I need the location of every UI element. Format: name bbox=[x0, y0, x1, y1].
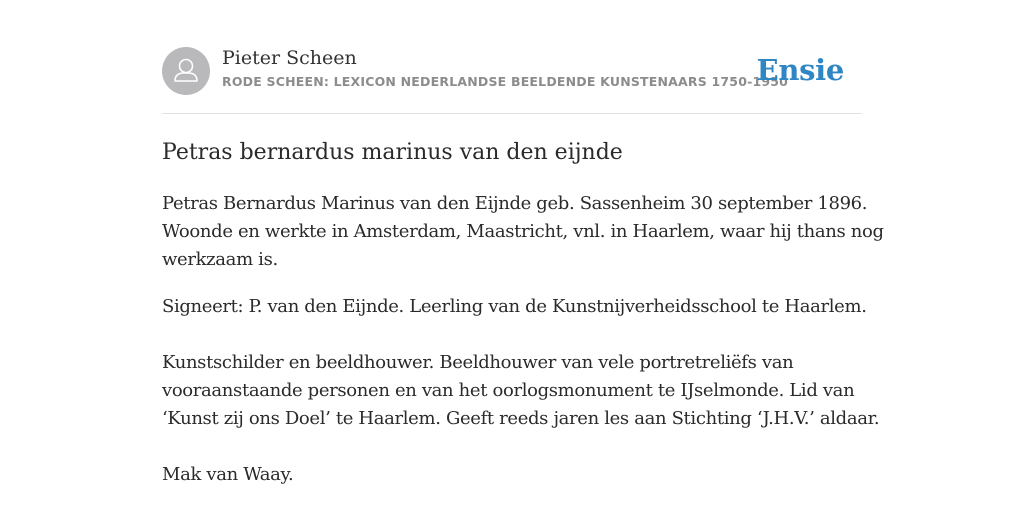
ensie-logo[interactable]: Ensie bbox=[756, 53, 844, 87]
paragraph-career bbox=[162, 349, 880, 433]
divider bbox=[162, 113, 862, 114]
paragraph-reference bbox=[162, 461, 867, 489]
paragraph-line: Kunstschilder en beeldhouwer. Beeldhouwer van vele portretreliëfs van bbox=[162, 352, 794, 373]
paragraph-birth bbox=[162, 190, 884, 274]
user-icon bbox=[162, 47, 210, 95]
paragraph-line: ‘Kunst zij ons Doel’ te Haarlem. Geeft reeds jaren les aan Stichting ‘J.H.V.’ aldaar. bbox=[162, 408, 880, 429]
paragraph-line: Mak van Waay. bbox=[162, 464, 294, 485]
paragraph-line: werkzaam is. bbox=[162, 249, 278, 270]
paragraph-signature bbox=[162, 293, 867, 321]
source-label[interactable]: RODE SCHEEN: LEXICON NEDERLANDSE BEELDENDE KUNSTENAARS 1750-1950 bbox=[222, 74, 789, 89]
author-name[interactable]: Pieter Scheen bbox=[222, 47, 357, 69]
paragraph-line: Petras Bernardus Marinus van den Eijnde geb. Sassenheim 30 september 1896. bbox=[162, 193, 868, 214]
author-header bbox=[162, 46, 862, 96]
paragraph-line: Woonde en werkte in Amsterdam, Maastricht, vnl. in Haarlem, waar hij thans nog bbox=[162, 221, 884, 242]
avatar[interactable] bbox=[162, 47, 210, 95]
paragraph-line: Signeert: P. van den Eijnde. Leerling van de Kunstnijverheidsschool te Haarlem. bbox=[162, 296, 867, 317]
paragraph-line: vooraanstaande personen en van het oorlogsmonument te IJselmonde. Lid van bbox=[162, 380, 855, 401]
article-title: Petras bernardus marinus van den eijnde bbox=[162, 140, 623, 165]
